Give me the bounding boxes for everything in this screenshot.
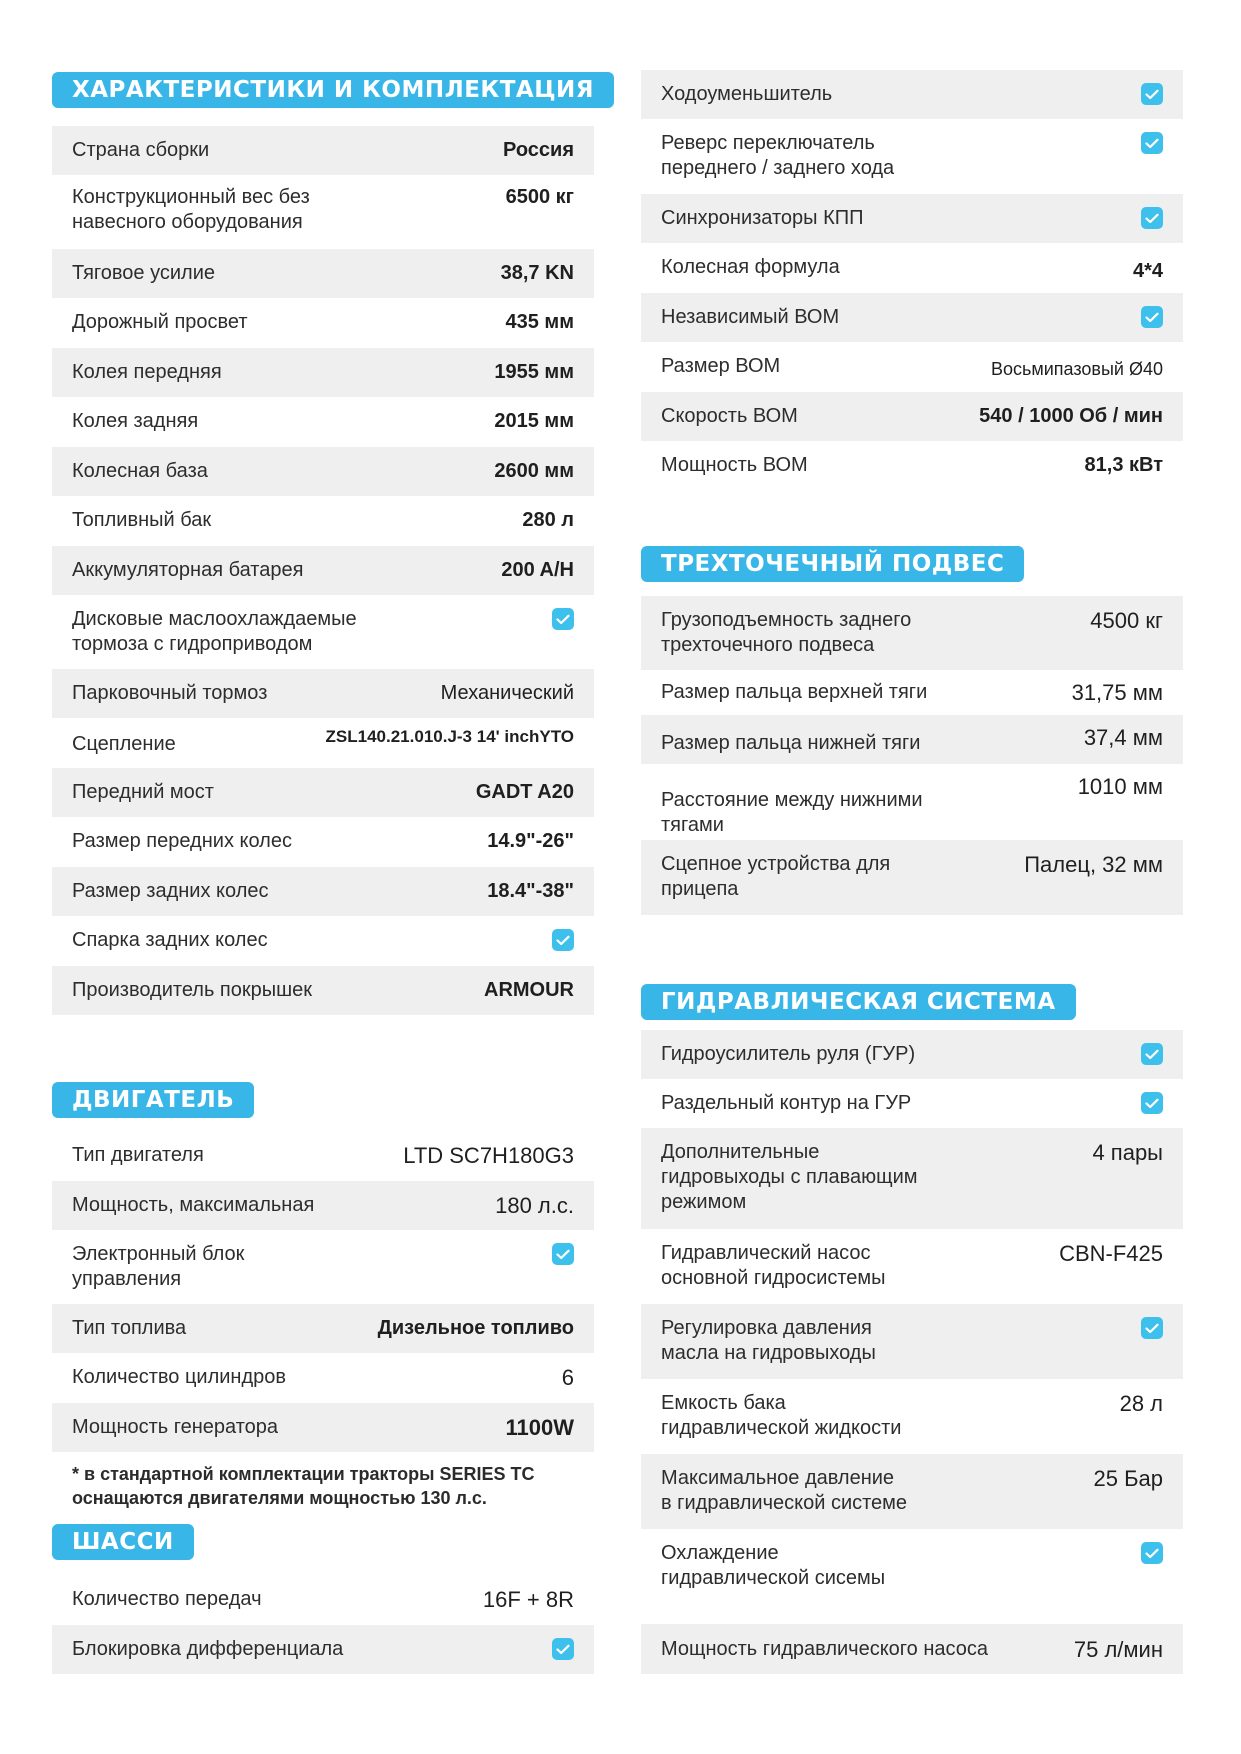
spec-row	[641, 1529, 1183, 1604]
spec-label: Конструкционный вес без навесного оборудования	[72, 186, 310, 233]
spec-label: Количество передач	[72, 1588, 262, 1610]
spec-row	[52, 126, 594, 175]
spec-label: Дисковые маслоохлаждаемые тормоза с гидроприводом	[72, 608, 357, 655]
spec-label: Дополнительные гидровыходы с плавающим режимом	[661, 1141, 918, 1213]
spec-row	[52, 867, 594, 916]
spec-value: GADT A20	[475, 781, 574, 803]
spec-label: Сцепление	[72, 733, 176, 755]
checkbox-checked-icon	[1141, 132, 1163, 154]
spec-row	[641, 194, 1183, 243]
spec-row	[52, 916, 594, 966]
spec-label: Гидроусилитель руля (ГУР)	[661, 1043, 916, 1065]
spec-value: CBN-F425	[1059, 1241, 1163, 1266]
spec-label: Реверс переключатель переднего / заднего хода	[661, 132, 895, 179]
spec-value: Механический	[440, 682, 574, 704]
spec-value: Восьмипазовый Ø40	[990, 359, 1163, 379]
spec-value: 540 / 1000 Об / мин	[979, 405, 1163, 427]
spec-label: Колесная база	[72, 460, 208, 482]
spec-row	[641, 119, 1183, 194]
spec-label: Размер ВОМ	[661, 355, 781, 377]
spec-row	[641, 840, 1183, 915]
spec-row	[52, 1181, 594, 1230]
right-column	[641, 0, 1183, 1754]
spec-value: 1100W	[505, 1415, 574, 1440]
spec-row	[641, 1454, 1183, 1529]
spec-label: Мощность ВОМ	[661, 454, 808, 476]
spec-label: Независимый ВОМ	[661, 306, 840, 328]
checkbox-checked-icon	[552, 1243, 574, 1265]
spec-value: 435 мм	[505, 311, 574, 333]
spec-label: Скорость ВОМ	[661, 405, 798, 427]
spec-row	[52, 348, 594, 397]
spec-value: 2015 мм	[494, 410, 574, 432]
checkbox-checked-icon	[1141, 83, 1163, 105]
spec-label: Колея передняя	[72, 361, 222, 383]
spec-row	[641, 1379, 1183, 1454]
spec-label: Колесная формула	[661, 256, 840, 278]
spec-label: Сцепное устройства для прицепа	[661, 853, 891, 900]
spec-row	[641, 243, 1183, 293]
spec-label: Электронный блок управления	[72, 1243, 245, 1290]
spec-row	[52, 595, 594, 669]
spec-row	[641, 1229, 1183, 1304]
spec-row	[52, 298, 594, 348]
spec-label: Синхронизаторы КПП	[661, 207, 864, 229]
spec-row	[52, 1625, 594, 1674]
spec-value: Россия	[502, 139, 574, 161]
spec-label: Размер пальца верхней тяги	[661, 681, 928, 703]
spec-row	[641, 293, 1183, 342]
spec-value: Дизельное топливо	[377, 1317, 574, 1339]
spec-row	[52, 1131, 594, 1181]
spec-value: LTD SC7H180G3	[403, 1143, 574, 1168]
spec-value: 31,75 мм	[1071, 680, 1163, 705]
checkbox-checked-icon	[552, 608, 574, 630]
spec-label: Страна сборки	[72, 139, 210, 161]
spec-row	[641, 1079, 1183, 1128]
spec-row	[641, 1304, 1183, 1379]
spec-value: 1955 мм	[494, 361, 574, 383]
spec-row	[641, 596, 1183, 670]
checkbox-checked-icon	[1141, 1043, 1163, 1065]
checkbox-checked-icon	[1141, 1542, 1163, 1564]
spec-row	[52, 817, 594, 867]
spec-label: Спарка задних колес	[72, 929, 268, 951]
section-title-characteristics: ХАРАКТЕРИСТИКИ И КОМПЛЕКТАЦИЯ	[52, 72, 614, 108]
spec-row	[52, 397, 594, 447]
spec-row	[52, 1353, 594, 1403]
spec-row	[641, 1624, 1183, 1674]
spec-value: 2600 мм	[494, 460, 574, 482]
spec-label: Раздельный контур на ГУР	[661, 1092, 912, 1114]
spec-row	[641, 764, 1183, 840]
spec-value: 18.4"-38"	[487, 880, 574, 902]
spec-value: 81,3 кВт	[1084, 454, 1163, 476]
spec-value: 14.9"-26"	[487, 830, 574, 852]
spec-row	[641, 715, 1183, 764]
spec-value: 38,7 KN	[500, 262, 574, 284]
spec-label: Мощность гидравлического насоса	[661, 1638, 988, 1660]
spec-value: 75 л/мин	[1073, 1637, 1163, 1662]
spec-label: Расстояние между нижними тягами	[661, 789, 923, 836]
spec-row	[52, 966, 594, 1015]
checkbox-checked-icon	[1141, 207, 1163, 229]
spec-label: Грузоподъемность заднего трехточечного подвеса	[661, 609, 912, 656]
section-title-three-point-hitch: ТРЕХТОЧЕЧНЫЙ ПОДВЕС	[641, 546, 1024, 582]
spec-row	[641, 70, 1183, 119]
spec-label: Максимальное давление в гидравлической системе	[661, 1467, 908, 1514]
section-title-chassis: ШАССИ	[52, 1524, 194, 1560]
spec-row	[52, 1304, 594, 1353]
footnote: * в стандартной комплектации тракторы SERIES TC оснащаются двигателями мощностью 130 л.с.	[72, 1464, 535, 1508]
spec-label: Тип двигателя	[72, 1144, 204, 1166]
spec-label: Ходоуменьшитель	[661, 83, 833, 105]
spec-value: 180 л.с.	[495, 1193, 574, 1218]
spec-value: Палец, 32 мм	[1024, 852, 1163, 877]
section-title-hydraulics: ГИДРАВЛИЧЕСКАЯ СИСТЕМА	[641, 984, 1076, 1020]
spec-value: ZSL140.21.010.J-3 14' inchYTO	[325, 727, 574, 746]
spec-row	[641, 1128, 1183, 1229]
spec-row	[52, 175, 594, 249]
spec-value: 6	[561, 1365, 574, 1390]
spec-value: 200 A/H	[501, 559, 574, 581]
spec-value: 37,4 мм	[1083, 725, 1163, 750]
checkbox-checked-icon	[1141, 1092, 1163, 1114]
spec-row	[641, 441, 1183, 491]
spec-label: Тяговое усилие	[72, 262, 216, 284]
left-column	[52, 0, 594, 1754]
spec-label: Колея задняя	[72, 410, 199, 432]
spec-row	[52, 1403, 594, 1452]
spec-label: Количество цилиндров	[72, 1366, 287, 1388]
checkbox-checked-icon	[552, 929, 574, 951]
spec-label: Мощность, максимальная	[72, 1194, 315, 1216]
spec-row	[52, 718, 594, 768]
spec-row	[641, 392, 1183, 441]
checkbox-checked-icon	[552, 1638, 574, 1660]
spec-label: Производитель покрышек	[72, 979, 313, 1001]
checkbox-checked-icon	[1141, 306, 1163, 328]
spec-label: Дорожный просвет	[72, 311, 248, 333]
spec-row	[52, 447, 594, 496]
spec-label: Емкость бака гидравлической жидкости	[661, 1392, 902, 1439]
spec-label: Топливный бак	[72, 509, 212, 531]
checkbox-checked-icon	[1141, 1317, 1163, 1339]
spec-row	[52, 1575, 594, 1625]
spec-value: 16F + 8R	[482, 1587, 574, 1612]
spec-label: Охлаждение гидравлической сисемы	[661, 1542, 886, 1589]
spec-label: Размер задних колес	[72, 880, 269, 902]
spec-value: 28 л	[1119, 1391, 1163, 1416]
spec-row	[52, 496, 594, 546]
spec-row	[52, 1230, 594, 1304]
spec-row	[52, 669, 594, 718]
spec-value: 280 л	[522, 509, 574, 531]
spec-row	[641, 342, 1183, 392]
spec-label: Тип топлива	[72, 1317, 187, 1339]
spec-label: Передний мост	[72, 781, 214, 803]
section-title-engine: ДВИГАТЕЛЬ	[52, 1082, 254, 1118]
spec-label: Размер пальца нижней тяги	[661, 732, 921, 754]
spec-row	[52, 249, 594, 298]
spec-row	[52, 768, 594, 817]
spec-label: Мощность генератора	[72, 1416, 279, 1438]
spec-label: Аккумуляторная батарея	[72, 559, 304, 581]
spec-value: ARMOUR	[484, 979, 574, 1001]
spec-row	[52, 546, 594, 595]
spec-value: 1010 мм	[1077, 774, 1163, 799]
spec-row	[641, 670, 1183, 715]
spec-label: Размер передних колес	[72, 830, 292, 852]
spec-value: 25 Бар	[1093, 1466, 1163, 1491]
spec-row	[641, 1030, 1183, 1079]
spec-value: 4 пары	[1092, 1140, 1163, 1165]
spec-label: Гидравлический насос основной гидросистемы	[661, 1242, 886, 1289]
spec-value: 6500 кг	[505, 186, 574, 208]
spec-label: Регулировка давления масла на гидровыходы	[661, 1317, 876, 1364]
spec-value: 4*4	[1132, 260, 1163, 282]
spec-label: Парковочный тормоз	[72, 682, 268, 704]
spec-label: Блокировка дифференциала	[72, 1638, 344, 1660]
spec-value: 4500 кг	[1090, 608, 1163, 633]
